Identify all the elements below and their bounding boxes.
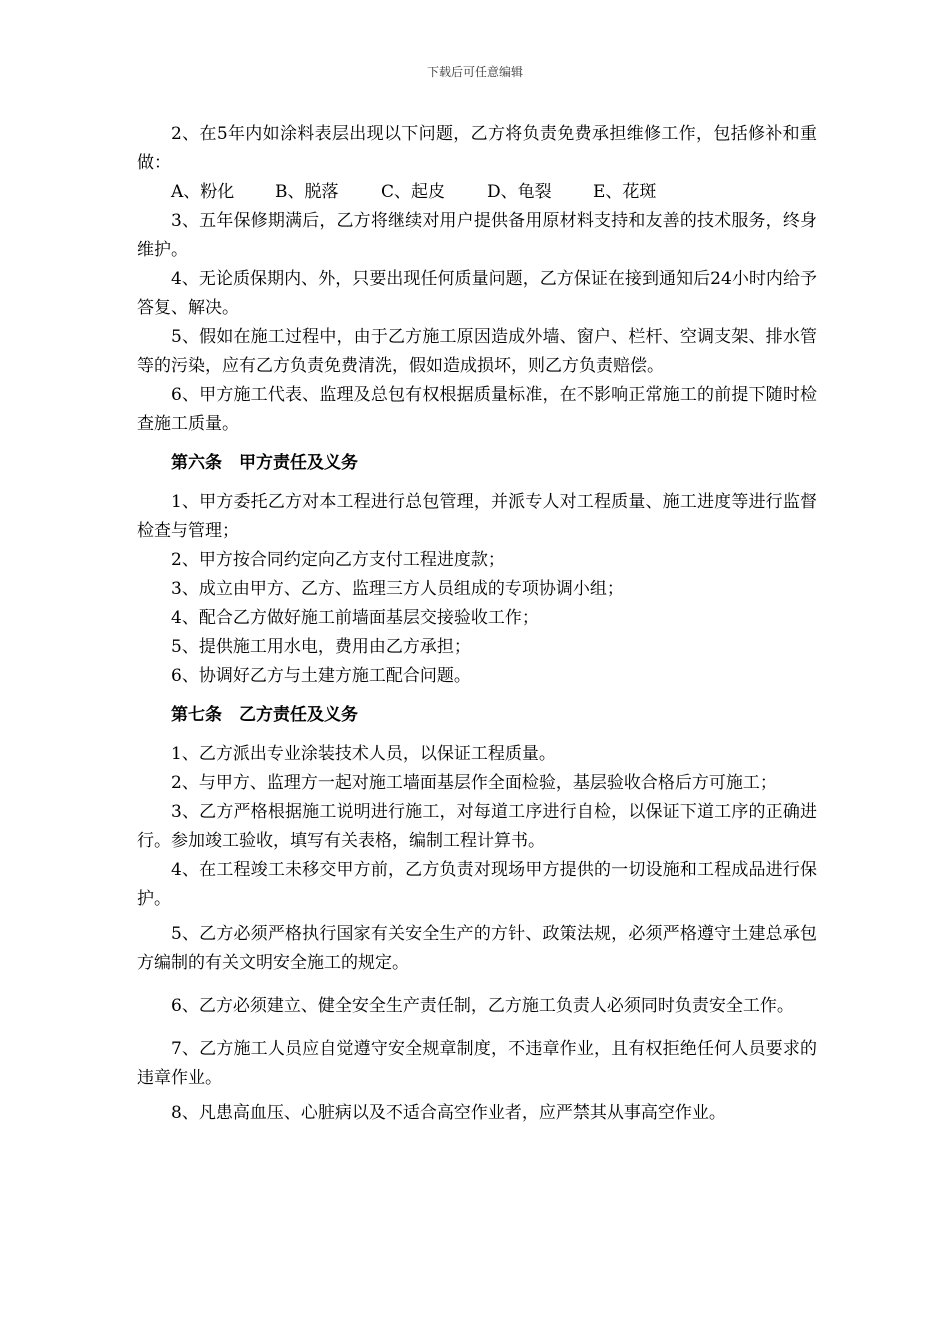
warranty-item-4: 4、无论质保期内、外，只要出现任何质量问题，乙方保证在接到通知后24小时内给予答复、解决。 bbox=[137, 269, 817, 318]
page-header: 下载后可任意编辑 bbox=[426, 65, 523, 79]
section-7-item-7: 7、乙方施工人员应自觉遵守安全规章制度，不违章作业，且有权拒绝任何人员要求的违章作业。 bbox=[137, 1039, 817, 1088]
section-7-title: 第七条 乙方责任及义务 bbox=[171, 705, 358, 725]
section-7-item-5: 5、乙方必须严格执行国家有关安全生产的方针、政策法规，必须严格遵守土建总承包方编制的有关文明安全施工的规定。 bbox=[137, 924, 817, 973]
section-7-item-4: 4、在工程竣工未移交甲方前，乙方负责对现场甲方提供的一切设施和工程成品进行保护。 bbox=[137, 860, 817, 909]
option-b: B、脱落 bbox=[275, 182, 339, 202]
section-7-item-3: 3、乙方严格根据施工说明进行施工，对每道工序进行自检，以保证下道工序的正确进行。参加竣工验收，填写有关表格，编制工程计算书。 bbox=[137, 802, 817, 851]
section-6-item-6: 6、协调好乙方与土建方施工配合问题。 bbox=[171, 666, 471, 686]
section-7-item-2: 2、与甲方、监理方一起对施工墙面基层作全面检验，基层验收合格后方可施工； bbox=[171, 773, 777, 793]
defect-options bbox=[137, 178, 817, 207]
section-7-item-8: 8、凡患高血压、心脏病以及不适合高空作业者，应严禁其从事高空作业。 bbox=[171, 1103, 726, 1123]
warranty-item-2: 2、在5年内如涂料表层出现以下问题，乙方将负责免费承担维修工作，包括修补和重做： bbox=[137, 124, 817, 173]
option-e: E、花斑 bbox=[593, 182, 657, 202]
option-d: D、龟裂 bbox=[487, 182, 552, 202]
warranty-item-6: 6、甲方施工代表、监理及总包有权根据质量标准，在不影响正常施工的前提下随时检查施工质量。 bbox=[137, 385, 817, 434]
section-6-title: 第六条 甲方责任及义务 bbox=[171, 453, 358, 473]
warranty-item-5: 5、假如在施工过程中，由于乙方施工原因造成外墙、窗户、栏杆、空调支架、排水管等的污染，应有乙方负责免费清洗，假如造成损坏，则乙方负责赔偿。 bbox=[137, 327, 817, 376]
section-7-item-1: 1、乙方派出专业涂装技术人员，以保证工程质量。 bbox=[171, 744, 556, 764]
warranty-item-3: 3、五年保修期满后，乙方将继续对用户提供备用原材料支持和友善的技术服务，终身维护。 bbox=[137, 211, 817, 260]
section-6-item-4: 4、配合乙方做好施工前墙面基层交接验收工作； bbox=[171, 608, 539, 628]
section-6-item-2: 2、甲方按合同约定向乙方支付工程进度款； bbox=[171, 550, 505, 570]
section-6-item-5: 5、提供施工用水电，费用由乙方承担； bbox=[171, 637, 471, 657]
section-6-item-3: 3、成立由甲方、乙方、监理三方人员组成的专项协调小组； bbox=[171, 579, 624, 599]
section-7-item-6: 6、乙方必须建立、健全安全生产责任制，乙方施工负责人必须同时负责安全工作。 bbox=[171, 996, 794, 1016]
option-c: C、起皮 bbox=[381, 182, 446, 202]
document-body bbox=[137, 120, 817, 1128]
option-a: A、粉化 bbox=[171, 182, 235, 202]
section-6-item-1: 1、甲方委托乙方对本工程进行总包管理，并派专人对工程质量、施工进度等进行监督检查与管理； bbox=[137, 492, 817, 541]
